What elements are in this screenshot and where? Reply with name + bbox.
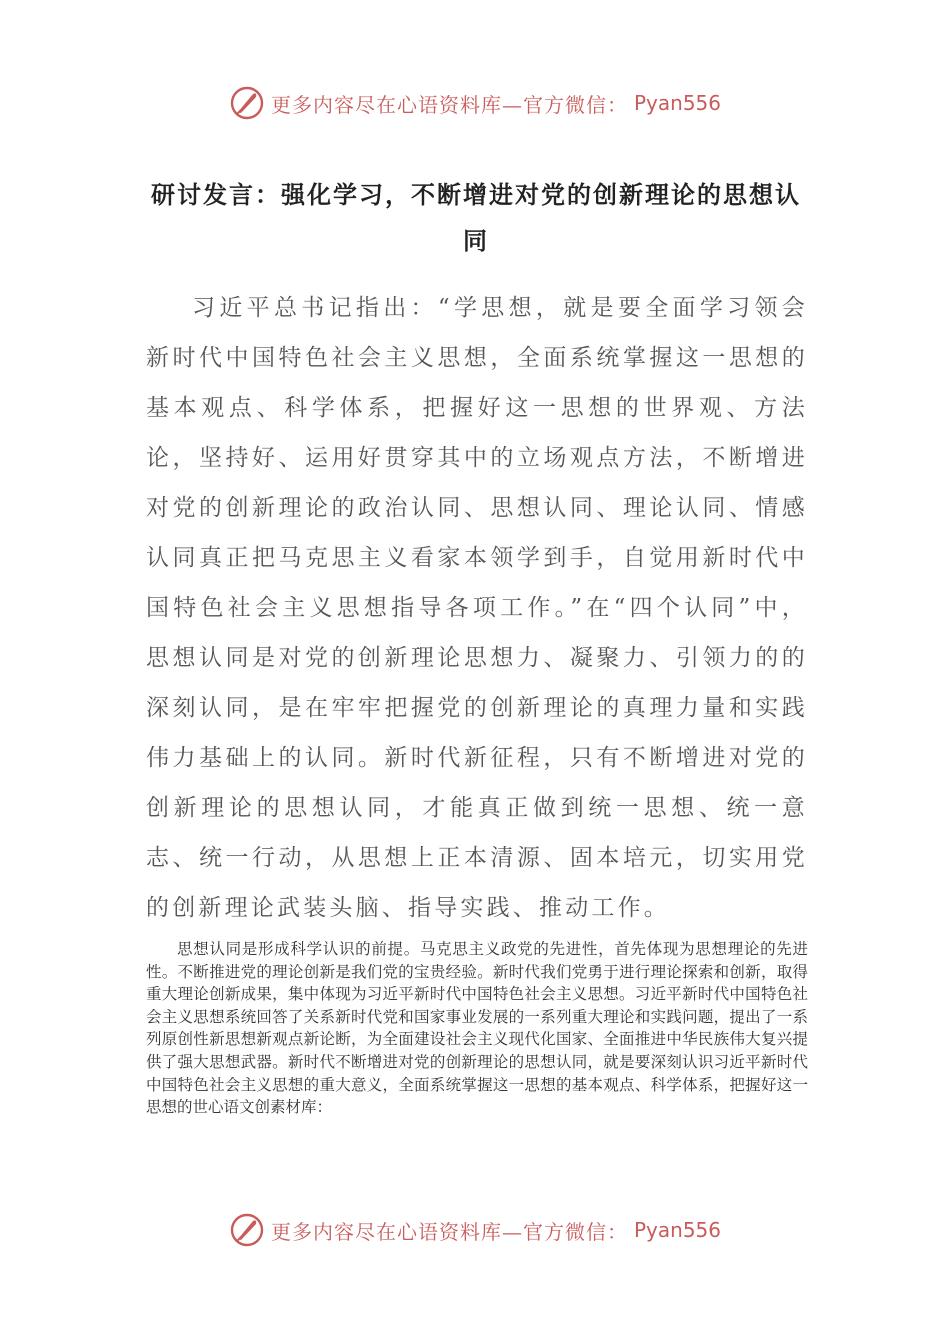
header-banner [0,83,950,123]
quill-logo-icon [229,1212,265,1248]
banner-wechat-handle: Pyan556 [633,91,721,115]
banner-text: 更多内容尽在心语资料库—官方微信： [270,1219,628,1244]
quill-logo-icon [229,85,265,121]
banner-wechat-handle: Pyan556 [633,1218,721,1242]
body-paragraph-2: 思想认同是形成科学认识的前提。马克思主义政党的先进性，首先体现为思想理论的先进性。不断推进党的理论创新是我们党的宝贵经验。新时代我们党勇于进行理论探索和创新，取得重大理论创新成果，集中体现为习近平新时代中国特色社会主义思想。习近平新时代中国特色社会主义思想系统回答了关系新时代党和国家事业发展的一系列重大理论和实践问题，提出了一系列原创性新思想新观点新论断，为全面建设社会主义现代化国家、全面推进中华民族伟大复兴提供了强大思想武器。新时代不断增进对党的创新理论的思想认同，就是要深刻认识习近平新时代中国特色社会主义思想的重大意义，全面系统掌握这一思想的基本观点、科学体系，把握好这一思想的世心语文创素材库： [146,940,808,1117]
body-paragraph-1: 习近平总书记指出：“学思想，就是要全面学习领会新时代中国特色社会主义思想，全面系统掌握这一思想的基本观点、科学体系，把握好这一思想的世界观、方法论，坚持好、运用好贯穿其中的立场观点方法，不断增进对党的创新理论的政治认同、思想认同、理论认同、情感认同真正把马克思主义看家本领学到手，自觉用新时代中国特色社会主义思想指导各项工作。”在“四个认同”中，思想认同是对党的创新理论思想力、凝聚力、引领力的的深刻认同，是在牢牢把握党的创新理论的真理力量和实践伟力基础上的认同。新时代新征程，只有不断增进对党的创新理论的思想认同，才能真正做到统一思想、统一意志、统一行动，从思想上正本清源、固本培元，切实用党的创新理论武装头脑、指导实践、推动工作。 [146,295,808,921]
document-title: 研讨发言：强化学习，不断增进对党的创新理论的思想认同 [151,181,801,255]
footer-banner [0,1210,950,1250]
banner-text: 更多内容尽在心语资料库—官方微信： [270,92,628,117]
